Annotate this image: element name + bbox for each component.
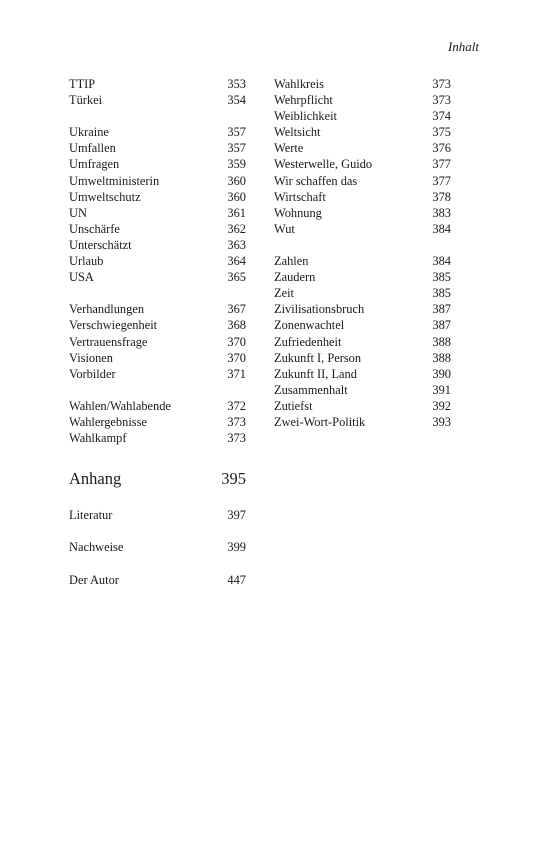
toc-entry (274, 76, 451, 92)
toc-entry (274, 317, 451, 333)
toc-entry-term: Wut (274, 221, 295, 236)
toc-entry-page: 368 (227, 318, 246, 333)
toc-entry (274, 414, 451, 430)
toc-entry-term: Wahlergebnisse (69, 414, 147, 429)
toc-entry-term: Zukunft I, Person (274, 350, 362, 365)
toc-entry (69, 269, 246, 285)
toc-entry-page: 447 (227, 572, 246, 587)
toc-entry-page: 357 (227, 125, 246, 140)
toc-entry-page: 363 (227, 237, 246, 252)
toc-entry-page: 384 (432, 221, 451, 236)
toc-entry-term: Umweltministerin (69, 173, 160, 188)
toc-entry-page: 373 (432, 93, 451, 108)
toc-entry-term: TTIP (69, 77, 96, 91)
toc-entry-term: Literatur (69, 507, 113, 522)
toc-entry-term: Zivilisationsbruch (274, 302, 365, 317)
toc-entry-page: 377 (432, 173, 451, 188)
toc-entry-term: Zutiefst (274, 398, 313, 413)
toc-entry-term: Ukraine (69, 125, 109, 140)
toc-entry (274, 269, 451, 285)
toc-entry-page: 393 (432, 414, 451, 429)
toc-entry-term: Der Autor (69, 572, 119, 587)
toc-entry (69, 221, 246, 237)
toc-entry-page: 367 (227, 302, 246, 317)
toc-entry (274, 366, 451, 382)
toc-entry-term: Wahlkreis (274, 77, 324, 91)
toc-entry-page: 390 (432, 366, 451, 381)
toc-entry (69, 189, 246, 205)
toc-entry-page: 392 (432, 398, 451, 413)
toc-entry-page: 388 (432, 350, 451, 365)
toc-entry-term: Verhandlungen (69, 302, 145, 317)
toc-entry-page: 362 (227, 221, 246, 236)
toc-entry (274, 156, 451, 172)
toc-entry-page: 387 (432, 302, 451, 317)
toc-entry (69, 317, 246, 333)
toc-entry (69, 430, 246, 446)
toc-entry-page: 371 (227, 366, 246, 381)
toc-entry-page: 374 (432, 109, 451, 124)
toc-entry-term: Zeit (274, 286, 294, 301)
toc-entry (69, 366, 246, 382)
toc-entry-page: 353 (227, 77, 246, 91)
toc-left-column (69, 76, 246, 588)
toc-entry (274, 205, 451, 221)
toc-entry (274, 253, 451, 269)
toc-entry-page: 387 (432, 318, 451, 333)
toc-entry-term: Wohnung (274, 205, 322, 220)
toc-entry-term: Wehrpflicht (274, 93, 333, 108)
toc-entry-term: Türkei (69, 93, 103, 108)
toc-entry (274, 108, 451, 124)
toc-entry (69, 124, 246, 140)
toc-entry (69, 301, 246, 317)
toc-entry (69, 140, 246, 156)
toc-entry-page: 361 (227, 205, 246, 220)
toc-entry (69, 398, 246, 414)
toc-entry-term: Wahlen/Wahlabende (69, 398, 171, 413)
toc-group (69, 76, 246, 108)
toc-entry-page: 357 (227, 141, 246, 156)
toc-entry-term: Nachweise (69, 540, 124, 555)
toc-entry (274, 285, 451, 301)
toc-entry-page: 378 (432, 189, 451, 204)
toc-entry (274, 140, 451, 156)
toc-entry-term: Zusammenhalt (274, 382, 348, 397)
toc-entry (274, 398, 451, 414)
toc-group (274, 76, 451, 237)
toc-entry-term: Urlaub (69, 254, 104, 269)
toc-entry (274, 334, 451, 350)
toc-entry-page: 375 (432, 125, 451, 140)
appendix-title: Anhang (69, 469, 122, 489)
toc-entry (69, 253, 246, 269)
appendix-heading (69, 468, 246, 490)
toc-entry-term: Weltsicht (274, 125, 321, 140)
toc-entry (69, 572, 246, 588)
toc-entry-page: 391 (432, 382, 451, 397)
toc-entry (69, 539, 246, 555)
toc-entry-term: Umfallen (69, 141, 116, 156)
toc-entry (69, 173, 246, 189)
appendix-page: 395 (221, 469, 246, 489)
toc-group (69, 301, 246, 381)
toc-entry-page: 372 (227, 398, 246, 413)
toc-entry (274, 92, 451, 108)
toc-entry-term: Wir schaffen das (274, 173, 358, 188)
toc-entry-term: Umweltschutz (69, 189, 141, 204)
toc-entry-page: 399 (227, 540, 246, 555)
toc-entry (274, 189, 451, 205)
toc-entry (69, 156, 246, 172)
toc-entry (69, 350, 246, 366)
toc-entry-page: 354 (227, 93, 246, 108)
toc-entry-term: Visionen (69, 350, 113, 365)
toc-entry (274, 221, 451, 237)
toc-group (274, 253, 451, 430)
toc-entry-page: 360 (227, 173, 246, 188)
toc-entry (274, 382, 451, 398)
toc-entry (69, 92, 246, 108)
toc-entry-term: Wahlkampf (69, 431, 127, 446)
toc-entry-page: 364 (227, 254, 246, 269)
toc-entry-term: Unschärfe (69, 221, 120, 236)
toc-entry-term: Westerwelle, Guido (274, 157, 373, 172)
toc-entry-page: 370 (227, 350, 246, 365)
toc-entry (69, 414, 246, 430)
toc-entry-page: 360 (227, 189, 246, 204)
toc-entry-term: Unterschätzt (69, 237, 132, 252)
toc-entry-term: Verschwiegenheit (69, 318, 158, 333)
toc-entry-page: 397 (227, 507, 246, 522)
toc-entry-page: 385 (432, 270, 451, 285)
toc-entry-term: Zufriedenheit (274, 334, 342, 349)
toc-entry (274, 350, 451, 366)
toc-entry-page: 359 (227, 157, 246, 172)
toc-right-column (274, 76, 451, 430)
toc-entry-term: Zonenwachtel (274, 318, 345, 333)
toc-group (69, 124, 246, 285)
toc-entry-page: 370 (227, 334, 246, 349)
toc-entry-page: 383 (432, 205, 451, 220)
toc-entry-page: 384 (432, 254, 451, 269)
toc-entry-page: 376 (432, 141, 451, 156)
toc-entry-page: 385 (432, 286, 451, 301)
toc-entry-page: 373 (432, 77, 451, 91)
toc-group (69, 398, 246, 446)
toc-entry (274, 301, 451, 317)
toc-entry-term: Vorbilder (69, 366, 116, 381)
toc-entry-page: 373 (227, 414, 246, 429)
toc-entry (69, 205, 246, 221)
toc-entry-term: USA (69, 270, 94, 285)
toc-entry (274, 173, 451, 189)
toc-entry (69, 334, 246, 350)
toc-entry-page: 365 (227, 270, 246, 285)
toc-entry-page: 377 (432, 157, 451, 172)
toc-entry (69, 76, 246, 92)
running-head: Inhalt (447, 39, 479, 54)
toc-entry-page: 388 (432, 334, 451, 349)
toc-entry-term: Umfragen (69, 157, 120, 172)
toc-entry-term: Zahlen (274, 254, 309, 269)
toc-entry (69, 237, 246, 253)
toc-entry-term: Zaudern (274, 270, 316, 285)
toc-entry-term: Zukunft II, Land (274, 366, 357, 381)
toc-entry-page: 373 (227, 431, 246, 446)
toc-entry-term: Weiblichkeit (274, 109, 337, 124)
toc-entry-term: Wirtschaft (274, 189, 326, 204)
toc-entry (274, 124, 451, 140)
toc-entry (69, 507, 246, 523)
toc-entry-term: Vertrauensfrage (69, 334, 148, 349)
toc-entry-term: UN (69, 205, 87, 220)
toc-entry-term: Zwei-Wort-Politik (274, 414, 366, 429)
toc-entry-term: Werte (274, 141, 304, 156)
